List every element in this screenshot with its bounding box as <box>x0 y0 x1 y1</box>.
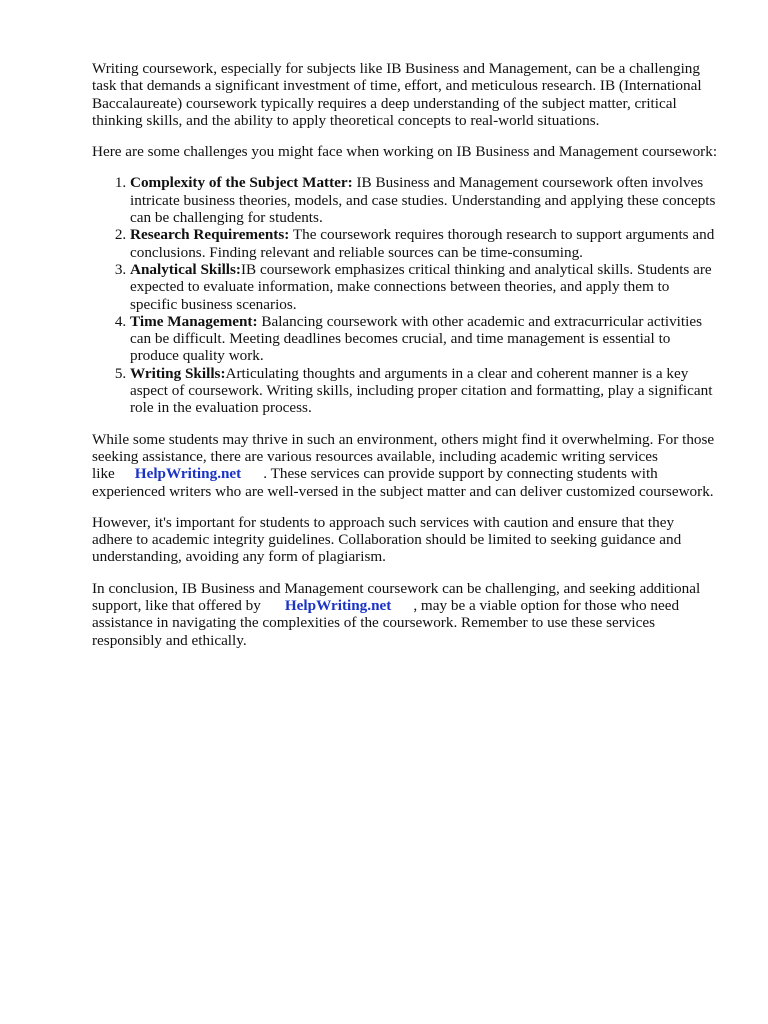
list-item-title: Complexity of the Subject Matter: <box>130 174 353 192</box>
list-item-text: The coursework requires thorough research to support arguments and conclusions. Finding relevant and reliable sources can be time-consuming. <box>130 226 715 261</box>
challenges-list <box>92 174 718 416</box>
helpwriting-link[interactable]: HelpWriting.net <box>284 597 392 615</box>
list-item <box>130 174 718 226</box>
challenges-intro-paragraph: Here are some challenges you might face when working on IB Business and Management coursework: <box>92 143 718 161</box>
assistance-text-before: While some students may thrive in such an environment, others might find it overwhelming. For those seeking assistance, there are various resources available, including academic writing services like <box>92 430 715 483</box>
list-item-text: Articulating thoughts and arguments in a clear and coherent manner is a key aspect of coursework. Writing skills, including proper citation and formatting, play a significant role in the evaluation process. <box>130 364 713 417</box>
conclusion-paragraph <box>92 580 718 649</box>
list-item-title: Time Management: <box>130 312 258 330</box>
list-item-title: Analytical Skills: <box>130 260 241 278</box>
list-item-text: IB coursework emphasizes critical thinking and analytical skills. Students are expected to evaluate information, make connections between theories, and apply them to specific business scenarios. <box>130 260 712 313</box>
list-item <box>130 365 718 417</box>
assistance-paragraph <box>92 431 718 500</box>
list-item-text: IB Business and Management coursework often involves intricate business theories, models, and case studies. Understanding and applying these concepts can be challenging for students. <box>130 174 716 227</box>
list-item <box>130 261 718 313</box>
document-page <box>92 60 718 663</box>
list-item <box>130 226 718 261</box>
list-item-title: Writing Skills: <box>130 364 226 382</box>
list-item-text: Balancing coursework with other academic and extracurricular activities can be difficult. Meeting deadlines becomes crucial, and time management is essential to produce quality work. <box>130 312 702 365</box>
intro-paragraph: Writing coursework, especially for subjects like IB Business and Management, can be a challenging task that demands a significant investment of time, effort, and meticulous research. IB (International Baccalaureate) coursework typically requires a deep understanding of the subject matter, critical thinking skills, and the ability to apply theoretical concepts to real-world situations. <box>92 60 702 129</box>
caution-paragraph: However, it's important for students to approach such services with caution and ensure that they adhere to academic integrity guidelines. Collaboration should be limited to seeking guidance and understanding, avoiding any form of plagiarism. <box>92 513 682 566</box>
list-item-title: Research Requirements: <box>130 226 290 244</box>
list-item <box>130 313 718 365</box>
conclusion-text-before: In conclusion, IB Business and Management coursework can be challenging, and seeking additional support, like that offered by <box>92 579 701 615</box>
conclusion-text-after: , may be a viable option for those who need assistance in navigating the complexities of the coursework. Remember to use these services responsibly and ethically. <box>92 597 680 649</box>
helpwriting-link[interactable]: HelpWriting.net <box>134 465 242 483</box>
assistance-text-after: . These services can provide support by connecting students with experienced writers who are well-versed in the subject matter and can deliver customized coursework. <box>92 465 714 500</box>
